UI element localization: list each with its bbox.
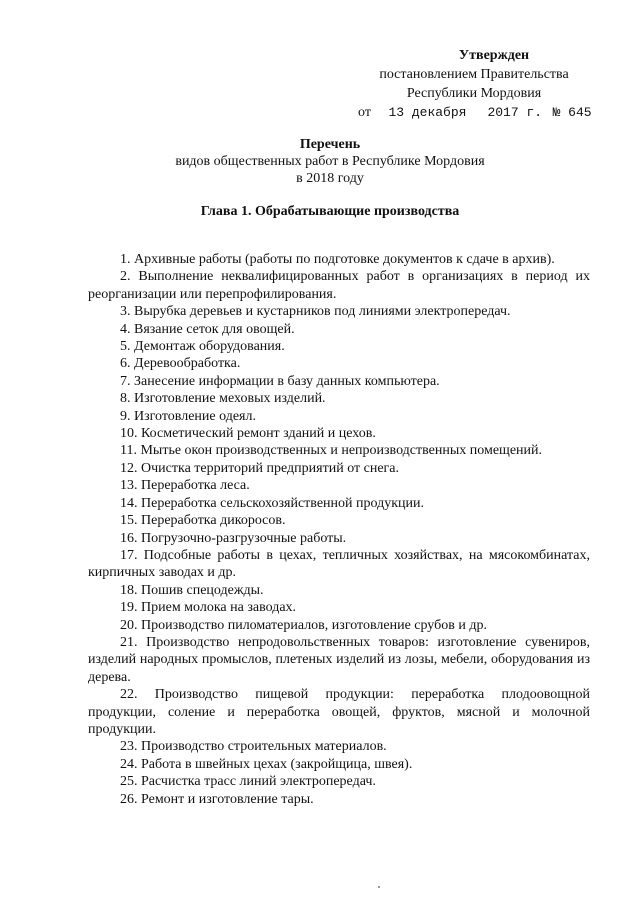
list-item: 1. Архивные работы (работы по подготовке документов к сдаче в архив). — [120, 252, 555, 267]
list-item: 9. Изготовление одеял. — [120, 408, 256, 424]
approval-block — [354, 46, 594, 122]
approved-label: Утвержден — [458, 48, 530, 63]
list-item: 24. Работа в швейных цехах (закройщица, швея). — [120, 756, 413, 772]
list-title: Перечень — [299, 137, 361, 152]
list-item: 16. Погрузочно-разгрузочные работы. — [120, 530, 347, 546]
list-item: 25. Расчистка трасс линий электропередач. — [120, 774, 376, 790]
scan-speck — [378, 886, 380, 888]
decree-number: № 645 — [552, 105, 592, 120]
list-item: 8. Изготовление меховых изделий. — [120, 391, 326, 407]
list-item: 20. Производство пиломатериалов, изготовление срубов и др. — [120, 617, 487, 633]
decree-date-line — [354, 103, 594, 122]
list-item: 15. Переработка дикоросов. — [120, 513, 286, 529]
from-label: от — [358, 105, 371, 120]
list-item: 12. Очистка территорий предприятий от снега. — [120, 460, 400, 476]
list-item: 21. Производство непродовольственных товаров: изготовление сувениров, изделий народных промыслов, плетеных изделий из лозы, мебели, оборудования из дерева. — [88, 634, 590, 685]
list-item: 10. Косметический ремонт зданий и цехов. — [120, 426, 376, 442]
list-item: 14. Переработка сельскохозяйственной продукции. — [120, 495, 425, 511]
list-heading — [60, 136, 600, 187]
list-item: 11. Мытье окон производственных и непроизводственных помещений. — [120, 443, 543, 459]
decree-year: 2017 г. — [487, 105, 543, 120]
list-item: 26. Ремонт и изготовление тары. — [120, 791, 314, 807]
works-list — [88, 251, 590, 808]
list-item: 7. Занесение информации в базу данных компьютера. — [120, 373, 440, 389]
list-item: 18. Пошив спецодежды. — [120, 582, 264, 598]
list-item: 23. Производство строительных материалов. — [120, 739, 387, 755]
list-item: 17. Подсобные работы в цехах, тепличных хозяйствах, на мясокомбинатах, кирпичных заводах и др. — [88, 547, 590, 581]
republic-name: Республики Мордовия — [406, 86, 542, 101]
list-item: 5. Демонтаж оборудования. — [120, 339, 285, 355]
list-item: 22. Производство пищевой продукции: переработка плодоовощной продукции, соление и переработка овощей, фруктов, мясной и молочной продукции. — [88, 687, 590, 737]
list-item: 2. Выполнение неквалифицированных работ в организациях в период их реорганизации или перепрофилирования. — [88, 269, 590, 302]
list-subtitle-2: в 2018 году — [296, 171, 364, 186]
decree-by: постановлением Правительства — [379, 67, 569, 82]
list-item: 13. Переработка леса. — [120, 478, 250, 494]
list-item: 6. Деревообработка. — [120, 356, 241, 372]
decree-date: 13 декабря — [388, 105, 467, 120]
list-item: 19. Прием молока на заводах. — [120, 600, 297, 616]
list-item: 4. Вязание сеток для овощей. — [120, 321, 295, 337]
list-item: 3. Вырубка деревьев и кустарников под линиями электропередач. — [120, 304, 511, 320]
chapter-title: Глава 1. Обрабатывающие производства — [200, 204, 460, 219]
list-subtitle-1: видов общественных работ в Республике Мордовия — [175, 154, 485, 169]
